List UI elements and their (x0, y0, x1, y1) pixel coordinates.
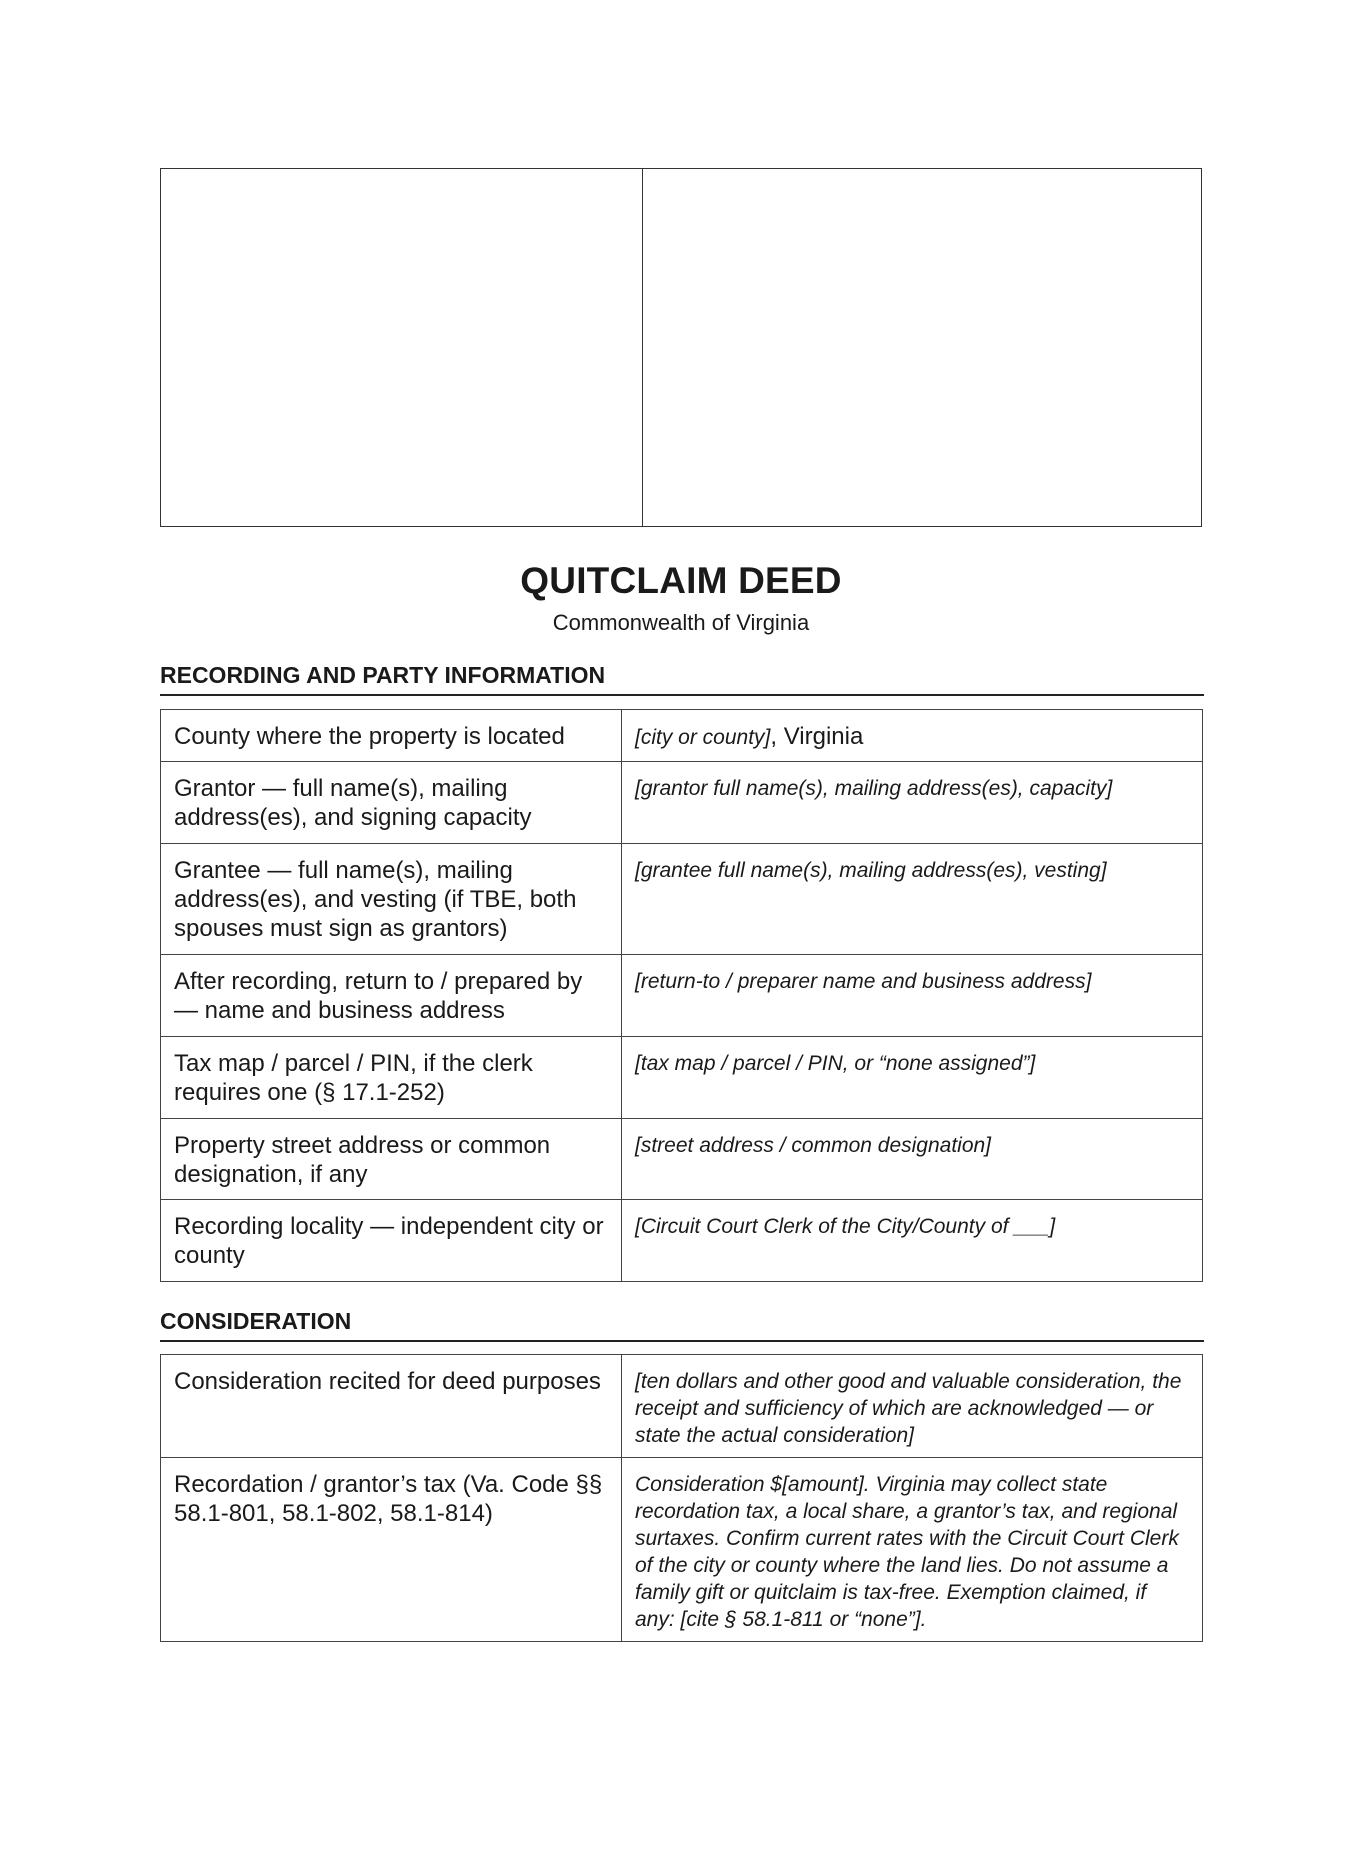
table-row (161, 844, 1203, 955)
table-row (161, 1355, 1203, 1458)
row-value: [return-to / preparer name and business address] (622, 955, 1203, 1037)
row-label: Recording locality — independent city or county (161, 1200, 622, 1282)
recording-stamp-left-cell (161, 169, 643, 526)
row-label: County where the property is located (161, 710, 622, 762)
row-label: Property street address or common designation, if any (161, 1119, 622, 1200)
row-label: Grantor — full name(s), mailing address(es), and signing capacity (161, 762, 622, 844)
recording-stamp-right-cell (643, 169, 1201, 526)
recording-stamp-area (160, 168, 1202, 527)
recording-party-table (160, 709, 1203, 1282)
table-row (161, 1200, 1203, 1282)
table-row (161, 1119, 1203, 1200)
section-heading-recording: RECORDING AND PARTY INFORMATION (160, 660, 1204, 696)
row-value: [tax map / parcel / PIN, or “none assigned”] (622, 1037, 1203, 1119)
row-value: Consideration $[amount]. Virginia may collect state recordation tax, a local share, a grantor’s tax, and regional surtaxes. Confirm current rates with the Circuit Court Clerk of the city or county where the land lies. Do not assume a family gift or quitclaim is tax-free. Exemption claimed, if any: [cite § 58.1-811 or “none”]. (622, 1458, 1203, 1642)
row-value-suffix: , Virginia (770, 723, 864, 750)
row-label: Tax map / parcel / PIN, if the clerk requires one (§ 17.1-252) (161, 1037, 622, 1119)
table-row (161, 1458, 1203, 1642)
document-title: QUITCLAIM DEED (520, 560, 842, 601)
row-label: After recording, return to / prepared by — name and business address (161, 955, 622, 1037)
row-value (622, 710, 1203, 762)
row-value: [ten dollars and other good and valuable consideration, the receipt and sufficiency of which are acknowledged — or state the actual consideration] (622, 1355, 1203, 1458)
table-row (161, 710, 1203, 762)
consideration-table (160, 1354, 1203, 1642)
row-value: [grantor full name(s), mailing address(es), capacity] (622, 762, 1203, 844)
table-row (161, 1037, 1203, 1119)
row-label: Recordation / grantor’s tax (Va. Code §§ 58.1-801, 58.1-802, 58.1-814) (161, 1458, 622, 1642)
row-value: [street address / common designation] (622, 1119, 1203, 1200)
row-value: [Circuit Court Clerk of the City/County of ___] (622, 1200, 1203, 1282)
row-value: [grantee full name(s), mailing address(es), vesting] (622, 844, 1203, 955)
document-subtitle: Commonwealth of Virginia (552, 610, 810, 635)
table-row (161, 955, 1203, 1037)
row-label: Consideration recited for deed purposes (161, 1355, 622, 1458)
row-value-placeholder: [city or county] (635, 726, 771, 749)
title-block (160, 558, 1202, 636)
table-row (161, 762, 1203, 844)
row-label: Grantee — full name(s), mailing address(es), and vesting (if TBE, both spouses must sign as grantors) (161, 844, 622, 955)
section-heading-consideration: CONSIDERATION (160, 1306, 1204, 1342)
